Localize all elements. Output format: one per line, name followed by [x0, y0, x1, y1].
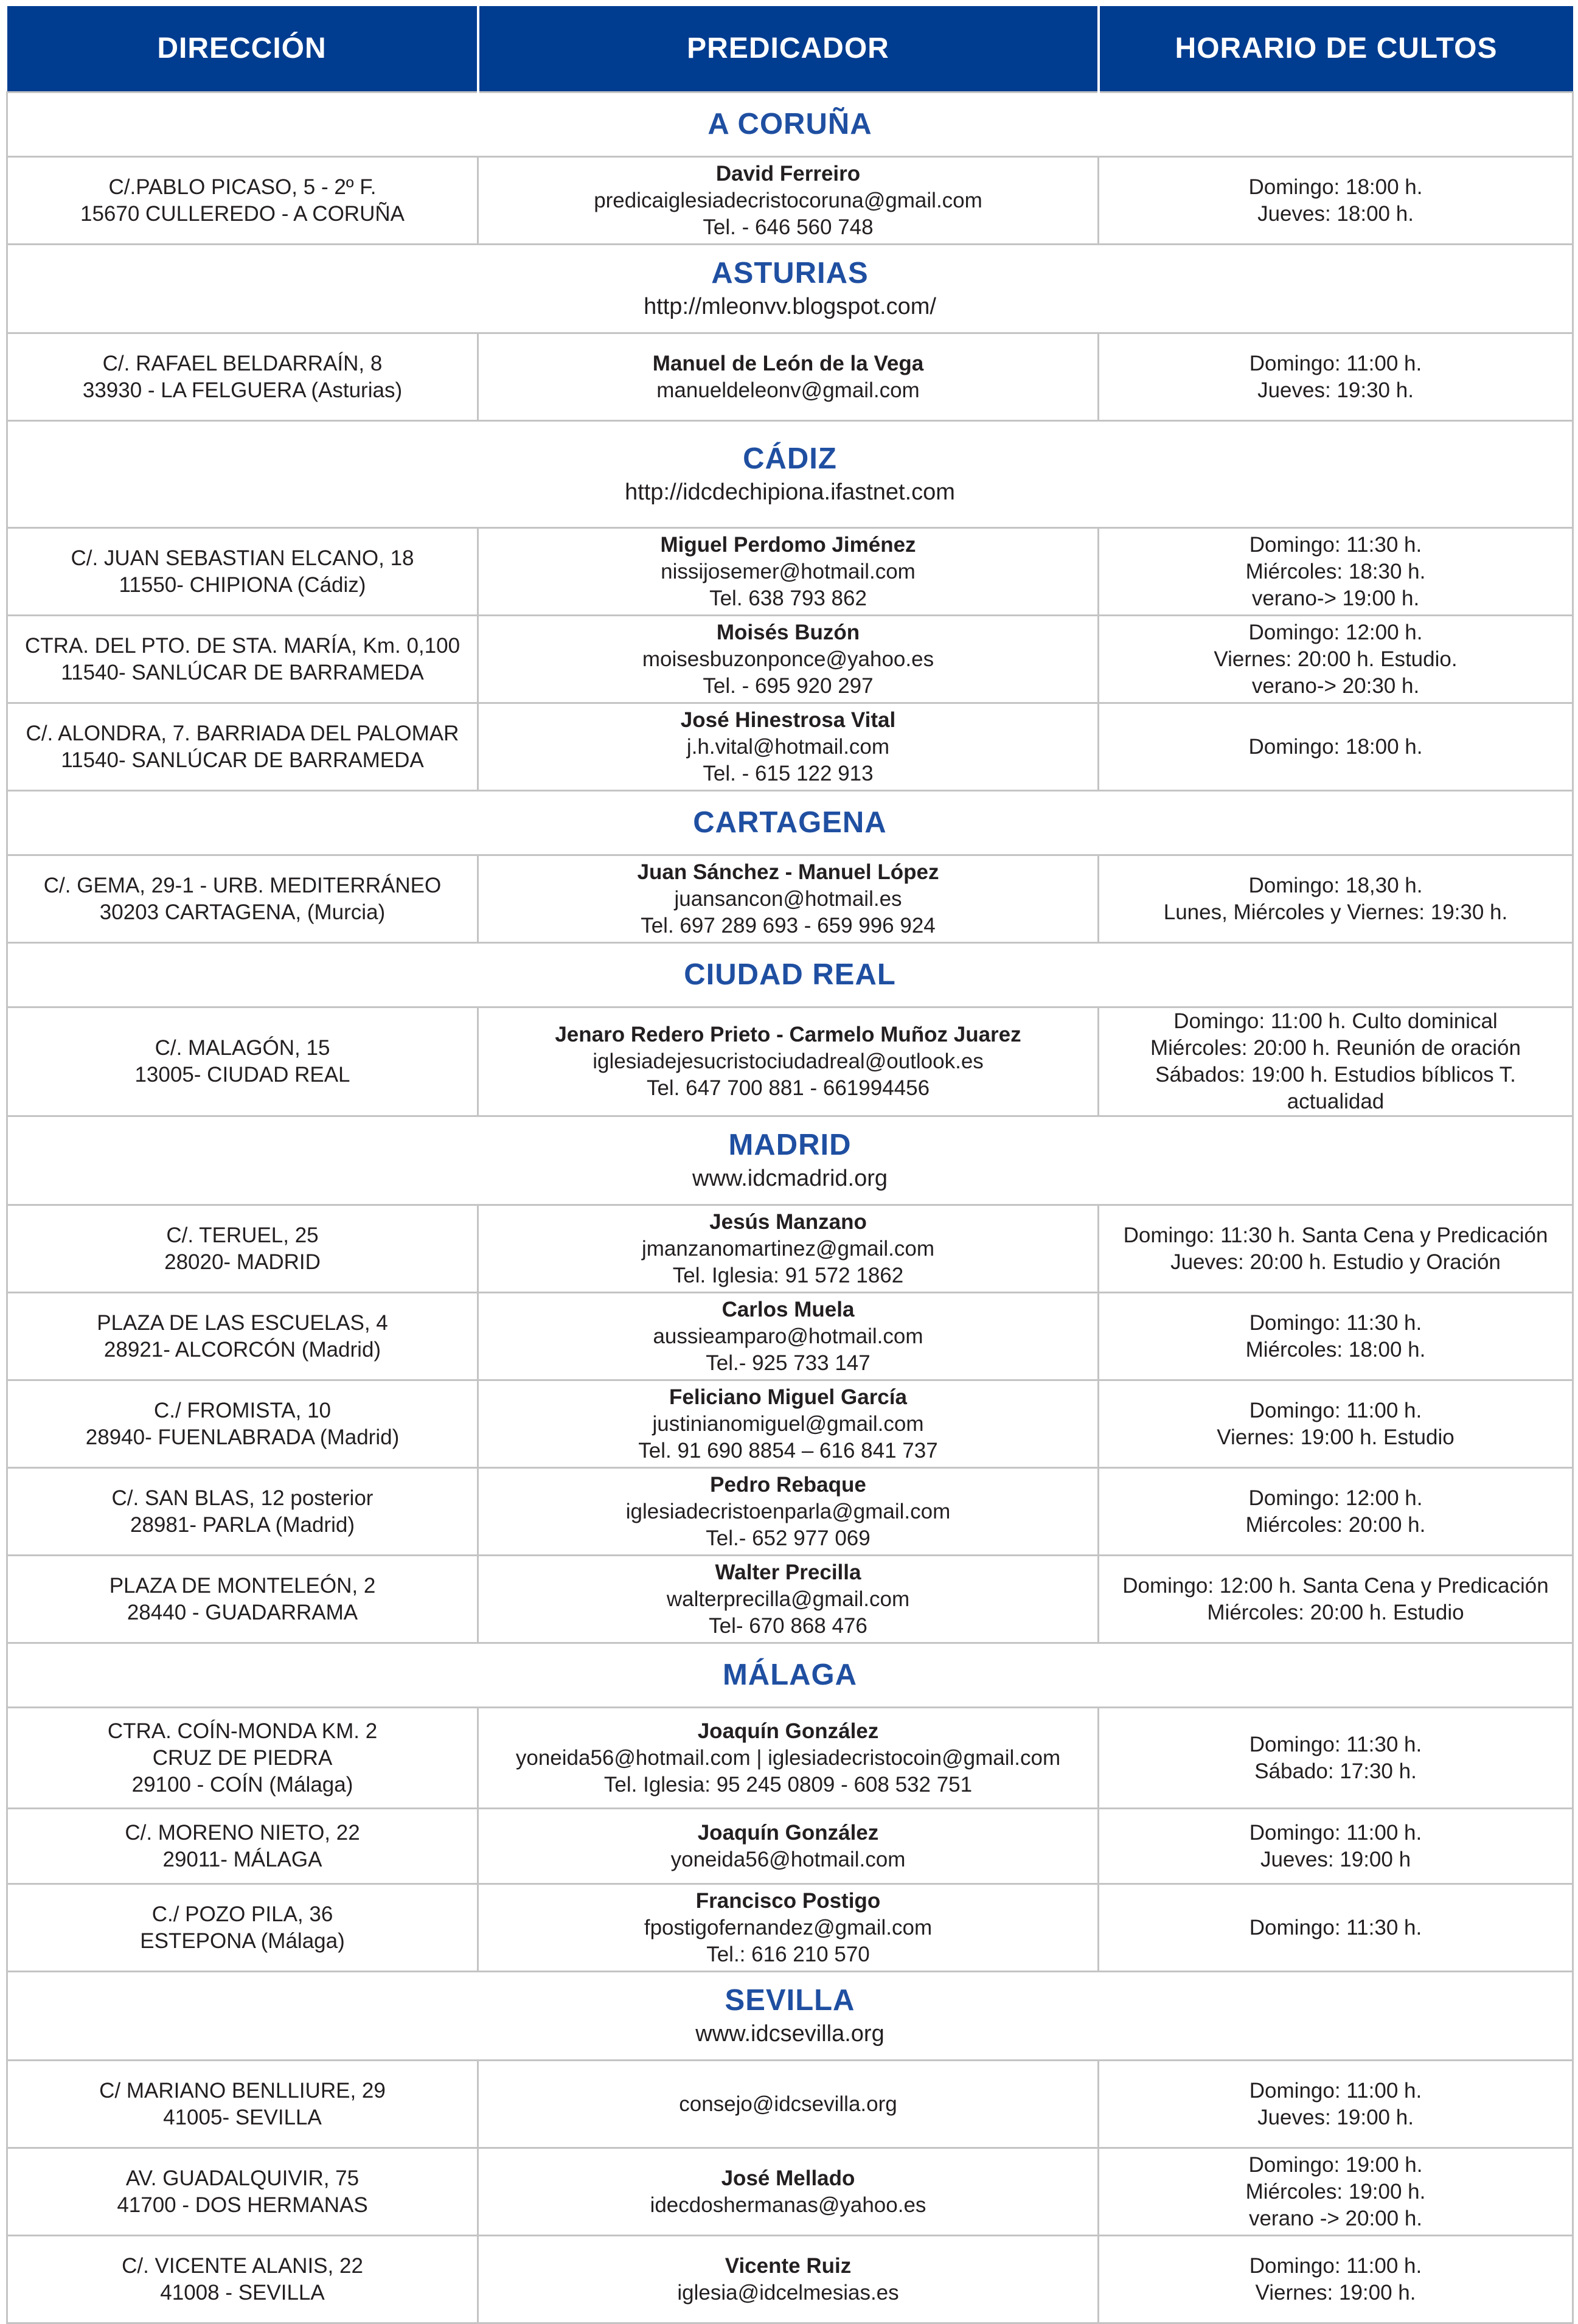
- contact-email[interactable]: moisesbuzonponce@yahoo.es: [642, 647, 934, 671]
- address-line: 13005- CIUDAD REAL: [134, 1063, 350, 1087]
- address-cell: [7, 528, 478, 616]
- region-cell: [7, 943, 1573, 1007]
- schedule-cell: [1099, 1380, 1573, 1468]
- contact-email[interactable]: juansancon@hotmail.es: [674, 886, 902, 911]
- address-line: 30203 CARTAGENA, (Murcia): [99, 900, 386, 924]
- schedule-line: Domingo: 11:00 h.: [1249, 351, 1422, 375]
- address-line: C/. TERUEL, 25: [166, 1223, 319, 1247]
- region-cell: [7, 1116, 1573, 1205]
- address-cell: [7, 1007, 478, 1116]
- contact-email[interactable]: consejo@idcsevilla.org: [679, 2092, 897, 2116]
- church-row: [7, 1380, 1573, 1468]
- header-direccion: DIRECCIÓN: [7, 6, 478, 92]
- church-row: [7, 703, 1573, 791]
- preacher-name: José Mellado: [721, 2166, 855, 2190]
- contact-phone: Tel. 647 700 881 - 661994456: [646, 1076, 930, 1100]
- schedule-line: Domingo: 11:00 h. Culto dominical: [1173, 1009, 1498, 1033]
- schedule-line: Jueves: 19:00 h.: [1257, 2105, 1414, 2129]
- address-cell: [7, 1293, 478, 1380]
- address-line: 41005- SEVILLA: [163, 2105, 322, 2129]
- contact-email[interactable]: iglesiadejesucristociudadreal@outlook.es: [593, 1049, 984, 1073]
- church-row: [7, 1205, 1573, 1293]
- contact-phone: Tel.: 616 210 570: [706, 1942, 870, 1966]
- schedule-line: Miércoles: 20:00 h. Reunión de oración: [1150, 1036, 1521, 1060]
- region-name: SEVILLA: [725, 1983, 855, 2017]
- schedule-line: Domingo: 12:00 h.: [1248, 1486, 1423, 1510]
- address-cell: [7, 333, 478, 421]
- schedule-line: Miércoles: 18:00 h.: [1245, 1337, 1426, 1362]
- region-row: [7, 421, 1573, 528]
- preacher-name: Jesús Manzano: [709, 1209, 867, 1234]
- schedule-line: Domingo: 12:00 h.: [1248, 620, 1423, 644]
- address-line: C/. MORENO NIETO, 22: [125, 1820, 360, 1845]
- contact-phone: Tel. - 615 122 913: [703, 761, 874, 785]
- preacher-name: Walter Precilla: [715, 1560, 861, 1584]
- schedule-line: Domingo: 11:00 h.: [1249, 1820, 1422, 1845]
- church-row: [7, 1468, 1573, 1556]
- region-website-link[interactable]: www.idcsevilla.org: [695, 2020, 885, 2047]
- church-row: [7, 616, 1573, 703]
- schedule-cell: [1099, 1205, 1573, 1293]
- schedule-line: Domingo: 19:00 h.: [1248, 2152, 1423, 2177]
- region-row: [7, 943, 1573, 1007]
- schedule-cell: [1099, 1007, 1573, 1116]
- preacher-name: Juan Sánchez - Manuel López: [637, 860, 939, 884]
- contact-phone: Tel- 670 868 476: [709, 1613, 867, 1638]
- preacher-cell: [478, 2061, 1099, 2148]
- preacher-cell: [478, 2236, 1099, 2323]
- schedule-cell: [1099, 2236, 1573, 2323]
- preacher-cell: [478, 528, 1099, 616]
- preacher-cell: [478, 2148, 1099, 2236]
- region-website-link[interactable]: http://idcdechipiona.ifastnet.com: [625, 479, 955, 505]
- schedule-line: Domingo: 12:00 h. Santa Cena y Predicación: [1122, 1573, 1549, 1598]
- schedule-cell: [1099, 2061, 1573, 2148]
- contact-email[interactable]: idecdoshermanas@yahoo.es: [650, 2193, 926, 2217]
- address-line: ESTEPONA (Málaga): [140, 1929, 345, 1953]
- preacher-cell: [478, 1468, 1099, 1556]
- address-cell: [7, 1205, 478, 1293]
- preacher-cell: [478, 616, 1099, 703]
- schedule-line: Domingo: 11:00 h.: [1249, 2078, 1422, 2103]
- region-row: [7, 92, 1573, 157]
- table-header-row: [7, 6, 1573, 92]
- schedule-line: Domingo: 11:30 h.: [1249, 1310, 1422, 1335]
- region-cell: [7, 1972, 1573, 2061]
- address-line: 28940- FUENLABRADA (Madrid): [85, 1425, 400, 1449]
- address-line: 11550- CHIPIONA (Cádiz): [119, 572, 366, 597]
- church-row: [7, 1293, 1573, 1380]
- contact-phone: Tel. 91 690 8854 – 616 841 737: [638, 1438, 938, 1463]
- schedule-line: Viernes: 19:00 h.: [1255, 2280, 1416, 2305]
- contact-email[interactable]: walterprecilla@gmail.com: [666, 1587, 910, 1611]
- schedule-cell: [1099, 157, 1573, 245]
- contact-email[interactable]: jmanzanomartinez@gmail.com: [642, 1236, 934, 1261]
- schedule-line: Miércoles: 20:00 h. Estudio: [1207, 1600, 1464, 1624]
- contact-email[interactable]: iglesia@idcelmesias.es: [677, 2280, 899, 2305]
- contact-email[interactable]: aussieamparo@hotmail.com: [653, 1324, 923, 1348]
- preacher-name: Carlos Muela: [721, 1297, 855, 1321]
- schedule-line: Viernes: 19:00 h. Estudio: [1217, 1425, 1455, 1449]
- preacher-cell: [478, 703, 1099, 791]
- address-line: C/. RAFAEL BELDARRAÍN, 8: [102, 351, 383, 375]
- contact-email[interactable]: yoneida56@hotmail.com: [670, 1847, 906, 1871]
- schedule-cell: [1099, 855, 1573, 943]
- address-line: C./ POZO PILA, 36: [151, 1902, 333, 1926]
- schedule-line: Domingo: 11:00 h.: [1249, 1398, 1422, 1422]
- region-name: CIUDAD REAL: [684, 958, 896, 991]
- address-cell: [7, 1380, 478, 1468]
- church-row: [7, 2061, 1573, 2148]
- address-line: C/.PABLO PICASO, 5 - 2º F.: [108, 175, 377, 199]
- church-directory-table: [6, 6, 1574, 2324]
- address-line: C/. ALONDRA, 7. BARRIADA DEL PALOMAR: [26, 721, 459, 745]
- preacher-name: Francisco Postigo: [695, 1888, 881, 1913]
- schedule-line: Domingo: 18:00 h.: [1248, 734, 1423, 759]
- schedule-cell: [1099, 1708, 1573, 1809]
- address-line: C/ MARIANO BENLLIURE, 29: [99, 2078, 386, 2103]
- contact-phone: Tel. - 646 560 748: [703, 215, 874, 239]
- schedule-line: Domingo: 11:30 h. Santa Cena y Predicación: [1123, 1223, 1548, 1247]
- address-cell: [7, 2236, 478, 2323]
- schedule-cell: [1099, 2148, 1573, 2236]
- region-name: A CORUÑA: [707, 107, 872, 141]
- schedule-cell: [1099, 1468, 1573, 1556]
- address-cell: [7, 616, 478, 703]
- contact-email[interactable]: iglesiadecristoenparla@gmail.com: [625, 1499, 951, 1523]
- region-cell: [7, 245, 1573, 333]
- contact-phone: Tel. Iglesia: 95 245 0809 - 608 532 751: [603, 1772, 973, 1797]
- schedule-cell: [1099, 1809, 1573, 1884]
- table-body: [7, 92, 1573, 2323]
- schedule-cell: [1099, 703, 1573, 791]
- schedule-line: Sábado: 17:30 h.: [1254, 1759, 1417, 1783]
- schedule-cell: [1099, 616, 1573, 703]
- address-cell: [7, 1809, 478, 1884]
- contact-email[interactable]: fpostigofernandez@gmail.com: [644, 1915, 933, 1940]
- schedule-cell: [1099, 1884, 1573, 1972]
- address-cell: [7, 157, 478, 245]
- contact-email[interactable]: justinianomiguel@gmail.com: [652, 1411, 924, 1436]
- church-row: [7, 157, 1573, 245]
- schedule-line: Domingo: 11:30 h.: [1249, 1732, 1422, 1756]
- address-line: PLAZA DE MONTELEÓN, 2: [109, 1573, 376, 1598]
- address-line: C/. GEMA, 29-1 - URB. MEDITERRÁNEO: [43, 873, 442, 897]
- schedule-line: Lunes, Miércoles y Viernes: 19:30 h.: [1163, 900, 1508, 924]
- church-row: [7, 333, 1573, 421]
- preacher-name: David Ferreiro: [715, 161, 861, 186]
- address-cell: [7, 1884, 478, 1972]
- preacher-name: Manuel de León de la Vega: [652, 351, 924, 375]
- address-cell: [7, 703, 478, 791]
- contact-phone: Tel.- 925 733 147: [706, 1351, 871, 1375]
- church-row: [7, 2236, 1573, 2323]
- region-website-link[interactable]: www.idcmadrid.org: [692, 1165, 888, 1191]
- church-row: [7, 1809, 1573, 1884]
- preacher-name: Miguel Perdomo Jiménez: [660, 532, 916, 557]
- schedule-line: Domingo: 18:00 h.: [1248, 175, 1423, 199]
- header-predicador: PREDICADOR: [478, 6, 1099, 92]
- region-row: [7, 1643, 1573, 1708]
- preacher-cell: [478, 1293, 1099, 1380]
- preacher-name: José Hinestrosa Vital: [680, 708, 896, 732]
- contact-phone: Tel. Iglesia: 91 572 1862: [672, 1263, 904, 1287]
- address-line: PLAZA DE LAS ESCUELAS, 4: [97, 1310, 388, 1335]
- address-line: 41008 - SEVILLA: [160, 2280, 325, 2305]
- address-line: CTRA. COÍN-MONDA KM. 2: [107, 1719, 378, 1743]
- schedule-cell: [1099, 1293, 1573, 1380]
- address-cell: [7, 855, 478, 943]
- region-row: [7, 245, 1573, 333]
- address-line: 28921- ALCORCÓN (Madrid): [103, 1337, 381, 1362]
- schedule-line: Domingo: 18,30 h.: [1248, 873, 1423, 897]
- region-row: [7, 1116, 1573, 1205]
- region-website-link[interactable]: http://mleonvv.blogspot.com/: [644, 293, 936, 319]
- address-line: 28981- PARLA (Madrid): [130, 1512, 355, 1537]
- schedule-cell: [1099, 1556, 1573, 1643]
- address-line: 29100 - COÍN (Málaga): [131, 1772, 353, 1797]
- address-line: 11540- SANLÚCAR DE BARRAMEDA: [61, 748, 424, 772]
- preacher-cell: [478, 1007, 1099, 1116]
- preacher-name: Vicente Ruiz: [725, 2253, 852, 2278]
- schedule-line: Domingo: 11:30 h.: [1249, 532, 1422, 557]
- address-line: 28440 - GUADARRAMA: [127, 1600, 358, 1624]
- address-line: AV. GUADALQUIVIR, 75: [125, 2166, 360, 2190]
- address-line: C/. SAN BLAS, 12 posterior: [111, 1486, 374, 1510]
- preacher-cell: [478, 333, 1099, 421]
- schedule-line: Jueves: 18:00 h.: [1257, 201, 1414, 226]
- region-name: MADRID: [728, 1128, 852, 1161]
- preacher-name: Feliciano Miguel García: [669, 1385, 907, 1409]
- address-line: CRUZ DE PIEDRA: [152, 1745, 333, 1770]
- contact-phone: Tel. 697 289 693 - 659 996 924: [641, 913, 936, 938]
- region-name: CARTAGENA: [693, 805, 887, 839]
- preacher-cell: [478, 1884, 1099, 1972]
- address-line: 28020- MADRID: [164, 1250, 321, 1274]
- address-line: C/. JUAN SEBASTIAN ELCANO, 18: [71, 546, 414, 570]
- church-row: [7, 528, 1573, 616]
- contact-email[interactable]: yoneida56@hotmail.com | iglesiadecristocoin@gmail.com: [515, 1745, 1061, 1770]
- region-cell: [7, 1643, 1573, 1708]
- contact-email[interactable]: manueldeleonv@gmail.com: [656, 378, 920, 402]
- preacher-cell: [478, 855, 1099, 943]
- church-row: [7, 855, 1573, 943]
- address-cell: [7, 1468, 478, 1556]
- preacher-cell: [478, 1556, 1099, 1643]
- church-row: [7, 1556, 1573, 1643]
- address-line: 15670 CULLEREDO - A CORUÑA: [80, 201, 405, 226]
- schedule-line: Domingo: 11:30 h.: [1249, 1915, 1422, 1940]
- schedule-line: Jueves: 19:30 h.: [1257, 378, 1414, 402]
- church-row: [7, 1884, 1573, 1972]
- preacher-cell: [478, 157, 1099, 245]
- contact-phone: Tel. - 695 920 297: [703, 673, 874, 698]
- address-line: 29011- MÁLAGA: [162, 1847, 322, 1871]
- schedule-line: Miércoles: 20:00 h.: [1245, 1512, 1426, 1537]
- region-name: MÁLAGA: [722, 1658, 858, 1691]
- church-row: [7, 1708, 1573, 1809]
- region-cell: [7, 421, 1573, 528]
- preacher-name: Pedro Rebaque: [710, 1472, 866, 1497]
- address-line: C/. MALAGÓN, 15: [155, 1036, 330, 1060]
- preacher-cell: [478, 1809, 1099, 1884]
- schedule-line: Jueves: 20:00 h. Estudio y Oración: [1170, 1250, 1501, 1274]
- preacher-cell: [478, 1708, 1099, 1809]
- address-cell: [7, 1556, 478, 1643]
- contact-email[interactable]: predicaiglesiadecristocoruna@gmail.com: [594, 188, 982, 212]
- address-line: 33930 - LA FELGUERA (Asturias): [82, 378, 403, 402]
- address-line: C./ FROMISTA, 10: [153, 1398, 332, 1422]
- schedule-cell: [1099, 528, 1573, 616]
- region-name: CÁDIZ: [743, 442, 837, 475]
- region-row: [7, 1972, 1573, 2061]
- address-line: 11540- SANLÚCAR DE BARRAMEDA: [61, 660, 424, 684]
- preacher-name: Moisés Buzón: [716, 620, 860, 644]
- contact-phone: Tel.- 652 977 069: [706, 1526, 871, 1550]
- contact-email[interactable]: j.h.vital@hotmail.com: [686, 734, 890, 759]
- schedule-line: Miércoles: 19:00 h.: [1245, 2179, 1426, 2204]
- address-cell: [7, 2148, 478, 2236]
- region-name: ASTURIAS: [711, 256, 869, 290]
- address-line: CTRA. DEL PTO. DE STA. MARÍA, Km. 0,100: [24, 633, 461, 658]
- schedule-line: verano -> 20:00 h.: [1248, 2206, 1423, 2230]
- address-cell: [7, 1708, 478, 1809]
- preacher-name: Joaquín González: [697, 1820, 879, 1845]
- contact-phone: Tel. 638 793 862: [709, 586, 867, 610]
- church-row: [7, 1007, 1573, 1116]
- preacher-cell: [478, 1205, 1099, 1293]
- contact-email[interactable]: nissijosemer@hotmail.com: [661, 559, 916, 583]
- schedule-line: Sábados: 19:00 h. Estudios bíblicos T. actualidad: [1155, 1063, 1516, 1113]
- schedule-line: Miércoles: 18:30 h.: [1245, 559, 1426, 583]
- address-cell: [7, 2061, 478, 2148]
- region-row: [7, 791, 1573, 855]
- schedule-cell: [1099, 333, 1573, 421]
- schedule-line: Domingo: 11:00 h.: [1249, 2253, 1422, 2278]
- preacher-cell: [478, 1380, 1099, 1468]
- region-cell: [7, 92, 1573, 157]
- preacher-name: Joaquín González: [697, 1719, 879, 1743]
- schedule-line: Jueves: 19:00 h: [1260, 1847, 1411, 1871]
- preacher-name: Jenaro Redero Prieto - Carmelo Muñoz Juarez: [555, 1023, 1021, 1046]
- region-cell: [7, 791, 1573, 855]
- header-horario: HORARIO DE CULTOS: [1099, 6, 1573, 92]
- church-row: [7, 2148, 1573, 2236]
- schedule-line: verano-> 19:00 h.: [1251, 586, 1420, 610]
- schedule-line: verano-> 20:30 h.: [1251, 673, 1420, 698]
- address-line: 41700 - DOS HERMANAS: [117, 2193, 368, 2217]
- schedule-line: Viernes: 20:00 h. Estudio.: [1214, 647, 1458, 671]
- address-line: C/. VICENTE ALANIS, 22: [122, 2253, 363, 2278]
